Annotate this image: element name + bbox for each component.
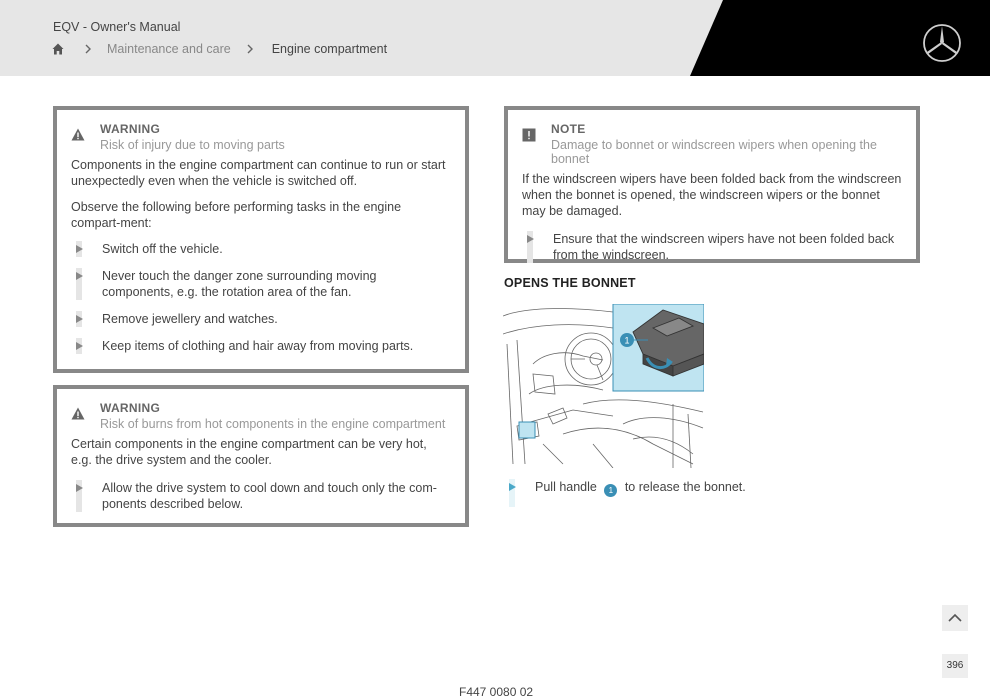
step-arrow-icon (76, 342, 83, 350)
figure-callout: 1 (624, 335, 630, 346)
step-arrow-icon (76, 315, 83, 323)
home-icon[interactable] (52, 43, 64, 55)
note-subtitle: Damage to bonnet or windscreen wipers when opening the bonnet (551, 138, 877, 166)
list-item (71, 241, 451, 257)
warning-label: WARNING (100, 122, 161, 136)
breadcrumb-current: Engine compartment (271, 42, 388, 56)
warning-triangle-icon (71, 128, 85, 141)
step-arrow-icon (76, 484, 83, 492)
warning-label: WARNING (100, 401, 161, 415)
step-text-after: to release the bonnet. (624, 480, 746, 494)
note-exclamation-icon (522, 128, 536, 142)
warning-text: Certain components in the engine compartment can be very hot, e.g. the drive system and the cooler. (71, 437, 427, 467)
step-text-before: Pull handle (535, 480, 597, 494)
callout-badge: 1 (604, 484, 617, 497)
note-label: NOTE (551, 122, 586, 136)
list-item (71, 338, 451, 354)
step-arrow-icon (76, 245, 83, 253)
step-text: Remove jewellery and watches. (102, 312, 278, 326)
list-item (71, 268, 451, 300)
step-arrow-icon (509, 483, 516, 491)
step-text: Allow the drive system to cool down and touch only the com-ponents described below. (102, 481, 437, 511)
brand-star-logo-icon (922, 23, 962, 63)
step-arrow-icon (76, 272, 83, 280)
chevron-up-icon (942, 605, 968, 631)
warning-subtitle: Risk of injury due to moving parts (100, 138, 285, 152)
warning-header (71, 122, 451, 152)
list-item (522, 231, 902, 263)
step-text: Switch off the vehicle. (102, 242, 223, 256)
warning-header (71, 401, 451, 431)
note-box-wipers (504, 106, 920, 263)
bonnet-release-illustration (503, 304, 704, 468)
section-title: OPENS THE BONNET (504, 276, 636, 290)
warning-triangle-icon (71, 407, 85, 420)
manual-title: EQV - Owner's Manual (53, 20, 181, 34)
page-number-button[interactable]: 396 (942, 654, 968, 678)
step-text: Keep items of clothing and hair away from moving parts. (102, 339, 414, 353)
chevron-right-icon (84, 44, 92, 54)
breadcrumb-link-maintenance[interactable]: Maintenance and care (107, 42, 231, 56)
footer-code: F447 0080 02 (459, 685, 534, 699)
step-text: Ensure that the windscreen wipers have not been folded back from the windscreen. (553, 232, 895, 262)
chevron-right-icon (246, 44, 254, 54)
step-arrow-icon (527, 235, 534, 243)
scroll-to-top-button[interactable] (942, 605, 968, 631)
breadcrumb (52, 42, 387, 56)
list-item (71, 480, 451, 512)
list-item (504, 479, 804, 497)
list-item (71, 311, 451, 327)
note-text: If the windscreen wipers have been folded back from the windscreen when the bonnet is opened, the windscreen wipers or the bonnet may be damaged. (522, 172, 902, 218)
step-text: Never touch the danger zone surrounding moving components, e.g. the rotation area of the fan. (102, 269, 377, 299)
note-header (522, 122, 902, 166)
warning-text: Components in the engine compartment can continue to run or start unexpectedly even when the vehicle is switched off. (71, 158, 446, 188)
warning-box-moving-parts (53, 106, 469, 373)
warning-text: Observe the following before performing tasks in the engine compart-ment: (71, 200, 402, 230)
warning-subtitle: Risk of burns from hot components in the engine compartment (100, 417, 446, 431)
warning-box-hot-components (53, 385, 469, 527)
